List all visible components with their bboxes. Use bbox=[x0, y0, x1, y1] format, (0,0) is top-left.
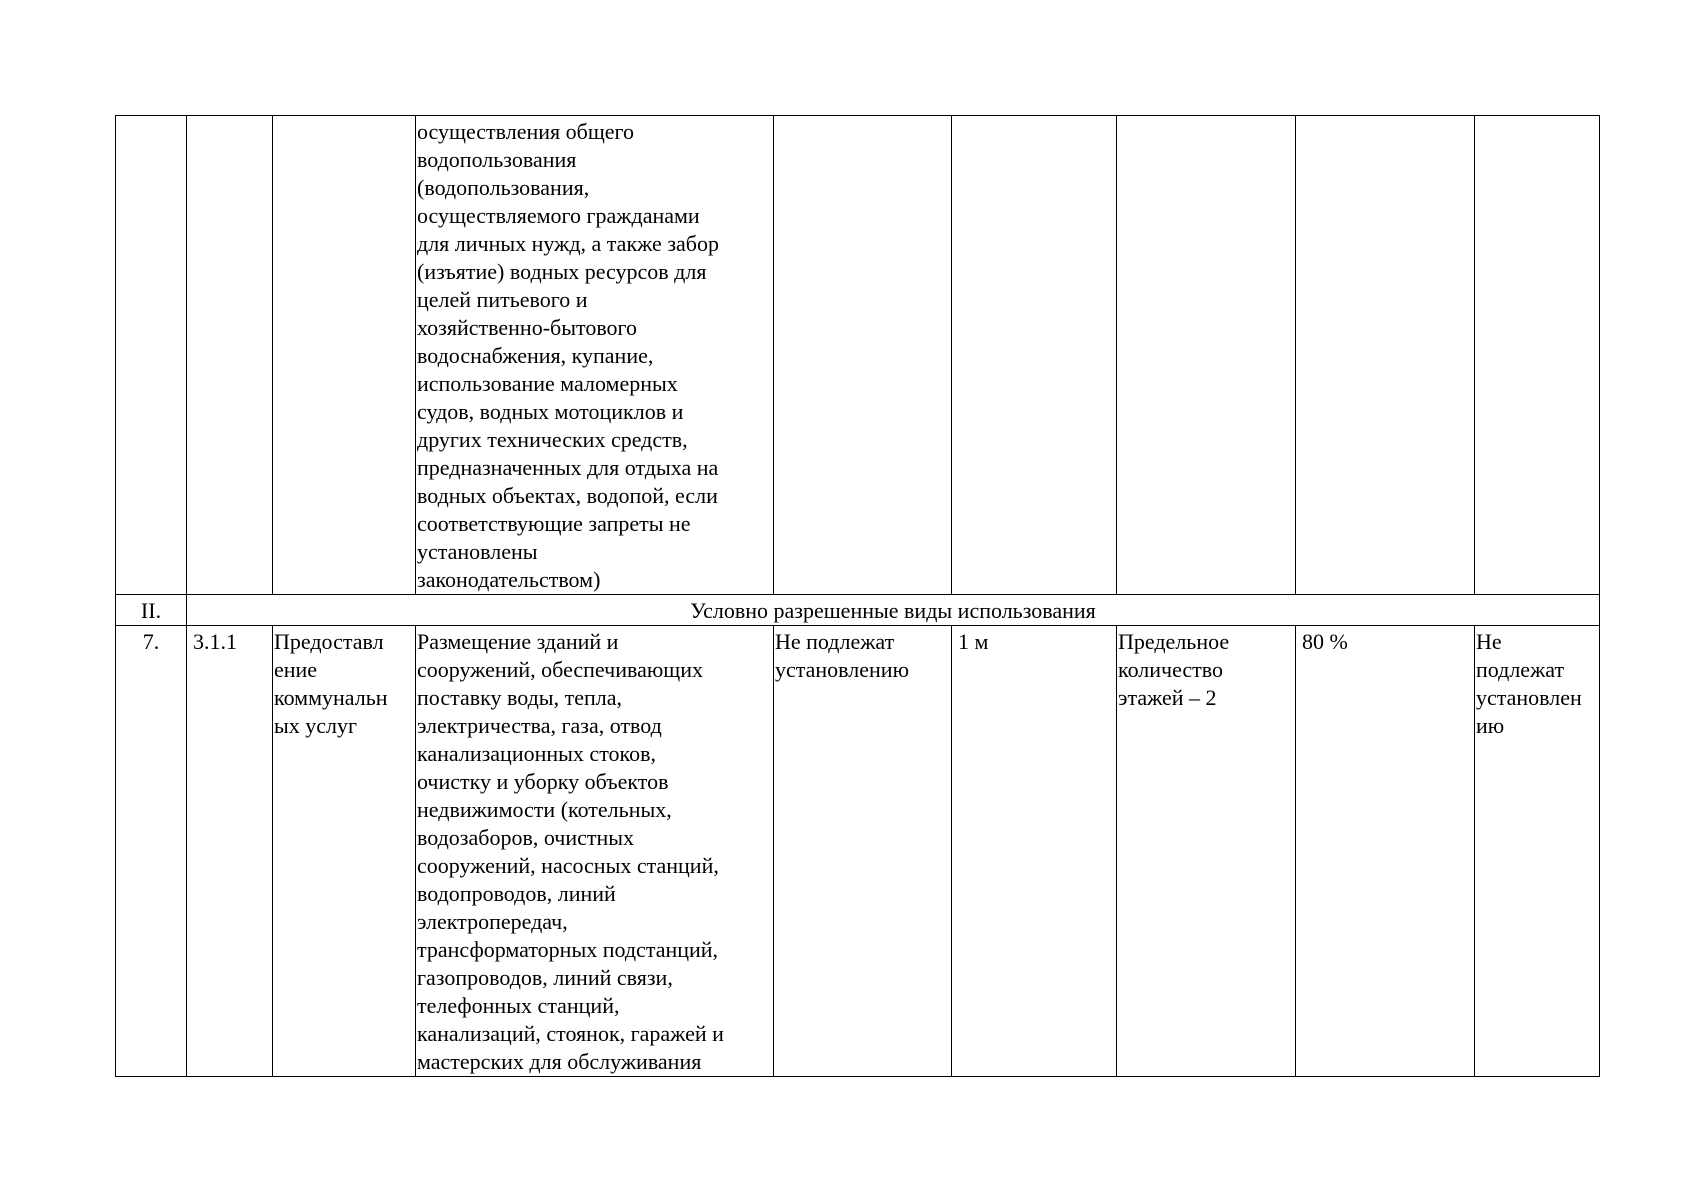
cell-other bbox=[1475, 116, 1600, 595]
cell-coverage: 80 % bbox=[1296, 626, 1475, 1077]
land-use-table bbox=[115, 115, 1600, 1077]
cell-floors bbox=[1117, 116, 1296, 595]
cell-plot-size bbox=[774, 116, 952, 595]
section-number: II. bbox=[116, 595, 187, 626]
table-row-item bbox=[116, 626, 1600, 1077]
cell-coverage bbox=[1296, 116, 1475, 595]
cell-number bbox=[116, 116, 187, 595]
table-row-section bbox=[116, 595, 1600, 626]
cell-name bbox=[273, 116, 416, 595]
cell-other: Не подлежат установлен ию bbox=[1475, 626, 1600, 1077]
cell-setback bbox=[952, 116, 1117, 595]
cell-code bbox=[187, 116, 273, 595]
cell-number: 7. bbox=[116, 626, 187, 1077]
cell-setback: 1 м bbox=[952, 626, 1117, 1077]
cell-name: Предоставл ение коммунальн ых услуг bbox=[273, 626, 416, 1077]
cell-description: Размещение зданий и сооружений, обеспечивающих поставку воды, тепла, электричества, газа, отвод канализационных стоков, очистку и уборку объектов недвижимости (котельных, водозаборов, очистных сооружений, насосных станций, водопроводов, линий электропередач, трансформаторных подстанций, газопроводов, линий связи, телефонных станций, канализаций, стоянок, гаражей и мастерских для обслуживания bbox=[416, 626, 774, 1077]
cell-code: 3.1.1 bbox=[187, 626, 273, 1077]
section-title: Условно разрешенные виды использования bbox=[187, 595, 1600, 626]
table-row-continued bbox=[116, 116, 1600, 595]
cell-description: осуществления общего водопользования (водопользования, осуществляемого гражданами для личных нужд, а также забор (изъятие) водных ресурсов для целей питьевого и хозяйственно-бытового водоснабжения, купание, использование маломерных судов, водных мотоциклов и других технических средств, предназначенных для отдыха на водных объектах, водопой, если соответствующие запреты не установлены законодательством) bbox=[416, 116, 774, 595]
cell-floors: Предельное количество этажей – 2 bbox=[1117, 626, 1296, 1077]
cell-plot-size: Не подлежат установлению bbox=[774, 626, 952, 1077]
